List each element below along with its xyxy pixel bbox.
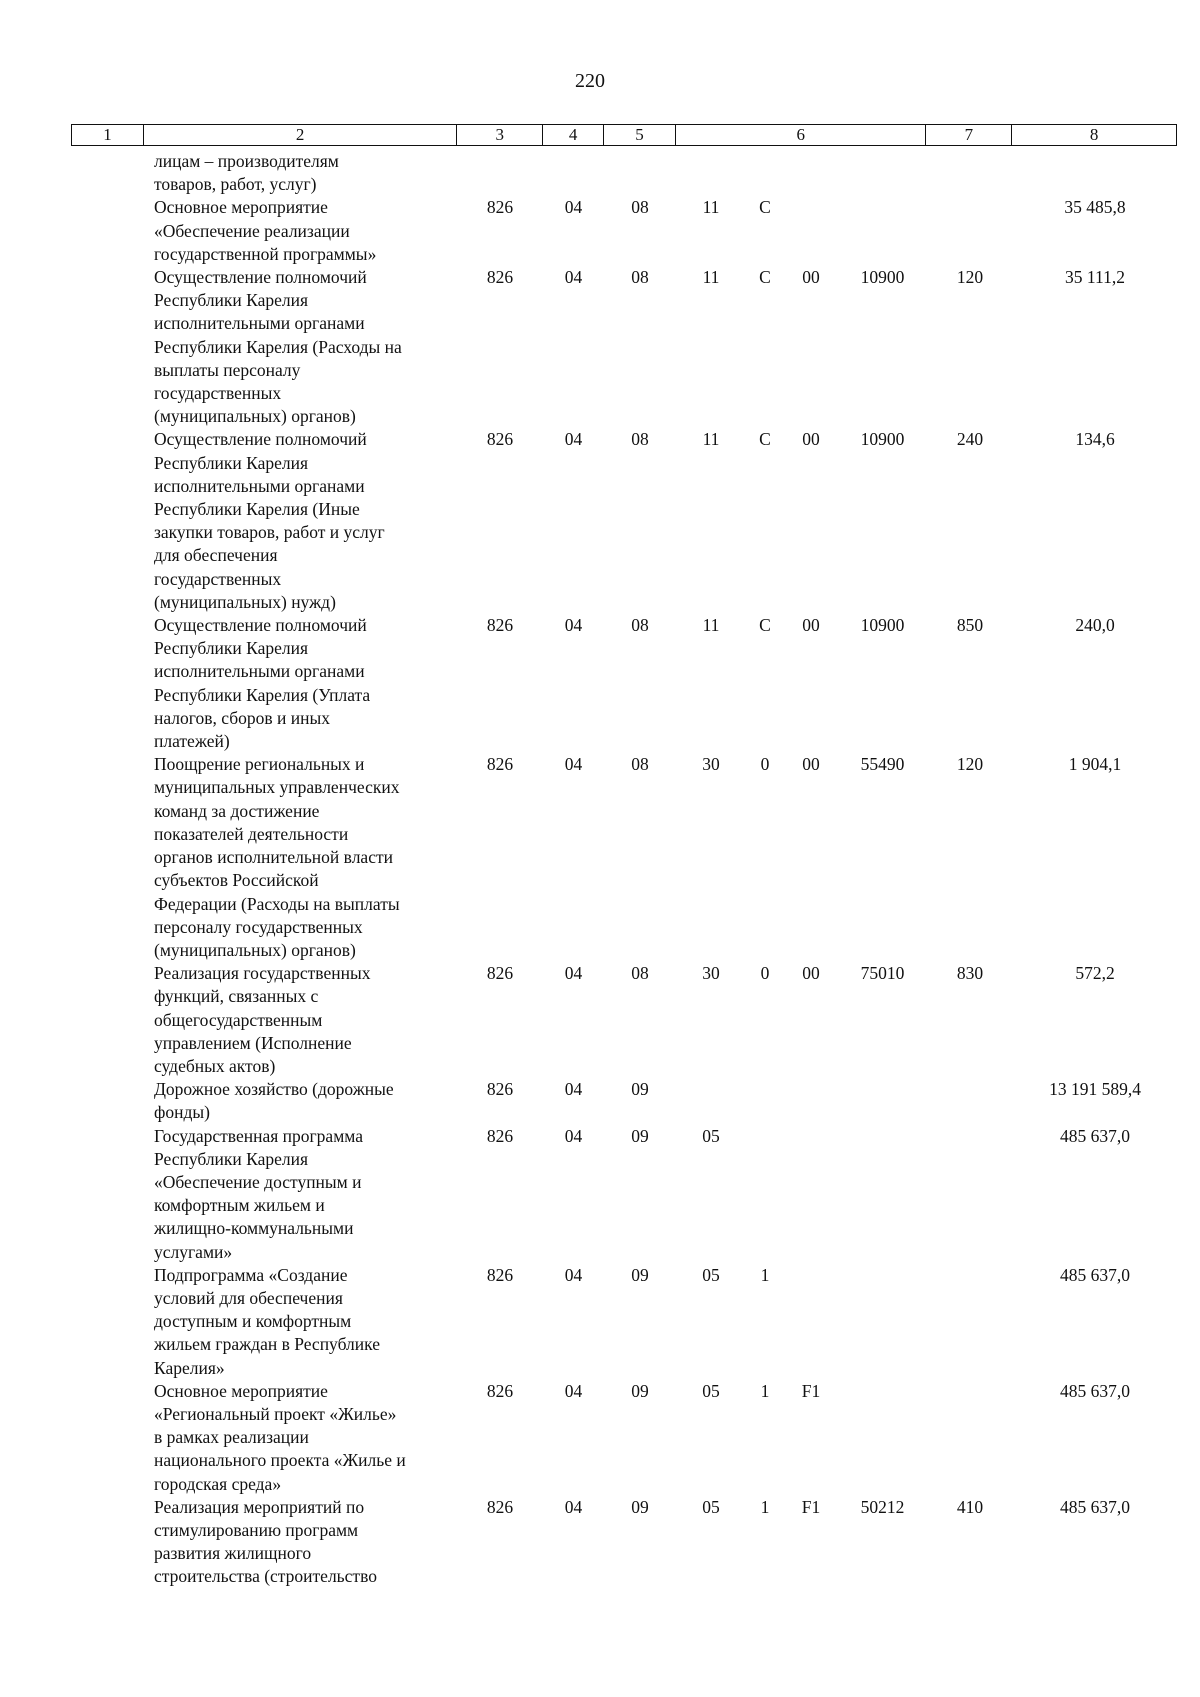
cell-c6d: 10900 xyxy=(860,429,905,450)
cell-c5: 08 xyxy=(631,267,649,288)
cell-c6d: 55490 xyxy=(860,754,905,775)
cell-c6d: 75010 xyxy=(860,963,905,984)
table-row xyxy=(71,150,1177,196)
cell-c4: 04 xyxy=(564,615,583,636)
header-col-8: 8 xyxy=(1089,125,1099,144)
cell-c4: 04 xyxy=(564,197,583,218)
cell-c5: 08 xyxy=(631,615,649,636)
cell-c6c: 00 xyxy=(802,754,820,775)
cell-c8: 35 485,8 xyxy=(1064,197,1126,218)
cell-c3: 826 xyxy=(486,1264,514,1285)
cell-c6a: 11 xyxy=(702,267,720,288)
cell-name: Подпрограмма «Создание условий для обеспечения доступным и комфортным жильем граждан в Республике Карелия» xyxy=(154,1264,380,1378)
cell-name: лицам – производителям товаров, работ, услуг) xyxy=(154,151,339,195)
cell-c4: 04 xyxy=(564,1264,583,1285)
table-row xyxy=(71,428,1177,614)
cell-c8: 35 111,2 xyxy=(1065,267,1125,288)
header-col-6: 6 xyxy=(676,125,927,145)
table-row xyxy=(71,196,1177,266)
cell-c6a: 30 xyxy=(702,754,720,775)
cell-c8: 572,2 xyxy=(1075,963,1115,984)
cell-c6b: С xyxy=(759,197,771,218)
table-row xyxy=(71,962,1177,1078)
cell-c3: 826 xyxy=(486,1125,514,1146)
cell-c6c: 00 xyxy=(802,267,820,288)
cell-c6b: 0 xyxy=(760,963,770,984)
cell-c4: 04 xyxy=(564,754,583,775)
cell-c7: 240 xyxy=(956,429,984,450)
cell-c3: 826 xyxy=(486,963,514,984)
cell-c6a: 30 xyxy=(702,963,720,984)
cell-name: Поощрение региональных и муниципальных управленческих команд за достижение показателей деятельности органов исполнительной власти субъектов Российской Федерации (Расходы на выплаты персоналу государственных (муниципальных) органов) xyxy=(154,754,400,960)
cell-name: Осуществление полномочий Республики Карелия исполнительными органами Республики Карелия (Иные закупки товаров, работ и услуг для обеспечения государственных (муниципальных) нужд) xyxy=(154,429,385,612)
cell-c4: 04 xyxy=(564,1125,583,1146)
header-col-4: 4 xyxy=(543,125,604,145)
cell-c7: 120 xyxy=(956,267,984,288)
page-number: 220 xyxy=(575,70,605,92)
cell-name: Реализация мероприятий по стимулированию программ развития жилищного строительства (строительство xyxy=(154,1496,377,1587)
header-col-5: 5 xyxy=(604,125,676,145)
cell-c4: 04 xyxy=(564,1496,583,1517)
cell-c3: 826 xyxy=(486,197,514,218)
cell-c6c: 00 xyxy=(802,615,820,636)
header-col-1: 1 xyxy=(72,125,144,145)
cell-c6b: 1 xyxy=(760,1496,770,1517)
cell-c6b: 1 xyxy=(760,1264,770,1285)
cell-c7: 410 xyxy=(956,1496,984,1517)
cell-c3: 826 xyxy=(486,754,514,775)
cell-c5: 09 xyxy=(631,1496,649,1517)
cell-c8: 240,0 xyxy=(1075,615,1115,636)
cell-c3: 826 xyxy=(486,267,514,288)
cell-c5: 09 xyxy=(631,1079,649,1100)
cell-c5: 09 xyxy=(631,1125,649,1146)
table-row xyxy=(71,614,1177,753)
cell-c6a: 11 xyxy=(702,429,720,450)
cell-c5: 09 xyxy=(631,1380,649,1401)
cell-c3: 826 xyxy=(486,1079,514,1100)
cell-c6a: 05 xyxy=(702,1380,720,1401)
cell-c6c: 00 xyxy=(802,429,820,450)
header-col-7: 7 xyxy=(926,125,1012,145)
cell-c4: 04 xyxy=(564,267,583,288)
cell-c5: 08 xyxy=(631,754,649,775)
cell-c5: 09 xyxy=(631,1264,649,1285)
cell-c6b: С xyxy=(759,615,771,636)
table-row xyxy=(71,1264,1177,1380)
cell-c8: 485 637,0 xyxy=(1060,1264,1130,1285)
cell-c8: 485 637,0 xyxy=(1060,1125,1130,1146)
cell-c7: 120 xyxy=(956,754,984,775)
cell-c6b: 1 xyxy=(760,1380,770,1401)
cell-c8: 485 637,0 xyxy=(1060,1380,1130,1401)
cell-name: Осуществление полномочий Республики Карелия исполнительными органами Республики Карелия (Уплата налогов, сборов и иных платежей) xyxy=(154,615,371,752)
cell-c6d: 10900 xyxy=(860,615,905,636)
cell-c8: 485 637,0 xyxy=(1060,1496,1130,1517)
cell-c6a: 05 xyxy=(702,1496,720,1517)
cell-c6c: 00 xyxy=(802,963,820,984)
table-row xyxy=(71,753,1177,962)
cell-c3: 826 xyxy=(486,429,514,450)
cell-c6d: 50212 xyxy=(860,1496,905,1517)
table-body xyxy=(71,150,1177,1589)
cell-c4: 04 xyxy=(564,1380,583,1401)
table-row xyxy=(71,1380,1177,1496)
cell-c4: 04 xyxy=(564,963,583,984)
cell-c6c: F1 xyxy=(801,1380,821,1401)
cell-c5: 08 xyxy=(631,197,649,218)
cell-c6a: 11 xyxy=(702,197,720,218)
cell-c6b: С xyxy=(759,267,771,288)
cell-c8: 13 191 589,4 xyxy=(1049,1079,1141,1100)
table-row xyxy=(71,1496,1177,1589)
table-row xyxy=(71,1125,1177,1264)
table-row xyxy=(71,1078,1177,1124)
cell-c6a: 11 xyxy=(702,615,720,636)
cell-c5: 08 xyxy=(631,429,649,450)
cell-c3: 826 xyxy=(486,1380,514,1401)
cell-c8: 134,6 xyxy=(1075,429,1115,450)
cell-c6d: 10900 xyxy=(860,267,905,288)
cell-c6a: 05 xyxy=(702,1125,720,1146)
header-col-3: 3 xyxy=(457,125,543,145)
cell-c8: 1 904,1 xyxy=(1068,754,1122,775)
cell-c4: 04 xyxy=(564,429,583,450)
cell-c6b: 0 xyxy=(760,754,770,775)
cell-name: Дорожное хозяйство (дорожные фонды) xyxy=(154,1079,394,1123)
cell-name: Реализация государственных функций, связанных с общегосударственным управлением (Исполнение судебных актов) xyxy=(154,963,371,1076)
cell-c3: 826 xyxy=(486,615,514,636)
cell-c7: 830 xyxy=(956,963,984,984)
table-row xyxy=(71,266,1177,428)
cell-c6a: 05 xyxy=(702,1264,720,1285)
cell-name: Основное мероприятие «Обеспечение реализации государственной программы» xyxy=(154,197,377,264)
cell-c7: 850 xyxy=(956,615,984,636)
cell-name: Государственная программа Республики Карелия «Обеспечение доступным и комфортным жильем и жилищно-коммунальными услугами» xyxy=(154,1125,363,1262)
cell-name: Основное мероприятие «Региональный проект «Жилье» в рамках реализации национального проекта «Жилье и городская среда» xyxy=(154,1380,406,1494)
cell-c6c: F1 xyxy=(801,1496,821,1517)
cell-c4: 04 xyxy=(564,1079,583,1100)
header-col-2: 2 xyxy=(144,125,457,145)
cell-c3: 826 xyxy=(486,1496,514,1517)
table-header xyxy=(71,124,1177,146)
cell-c5: 08 xyxy=(631,963,649,984)
cell-c6b: С xyxy=(759,429,771,450)
cell-name: Осуществление полномочий Республики Карелия исполнительными органами Республики Карелия (Расходы на выплаты персоналу государственных (муниципальных) органов) xyxy=(154,267,402,427)
